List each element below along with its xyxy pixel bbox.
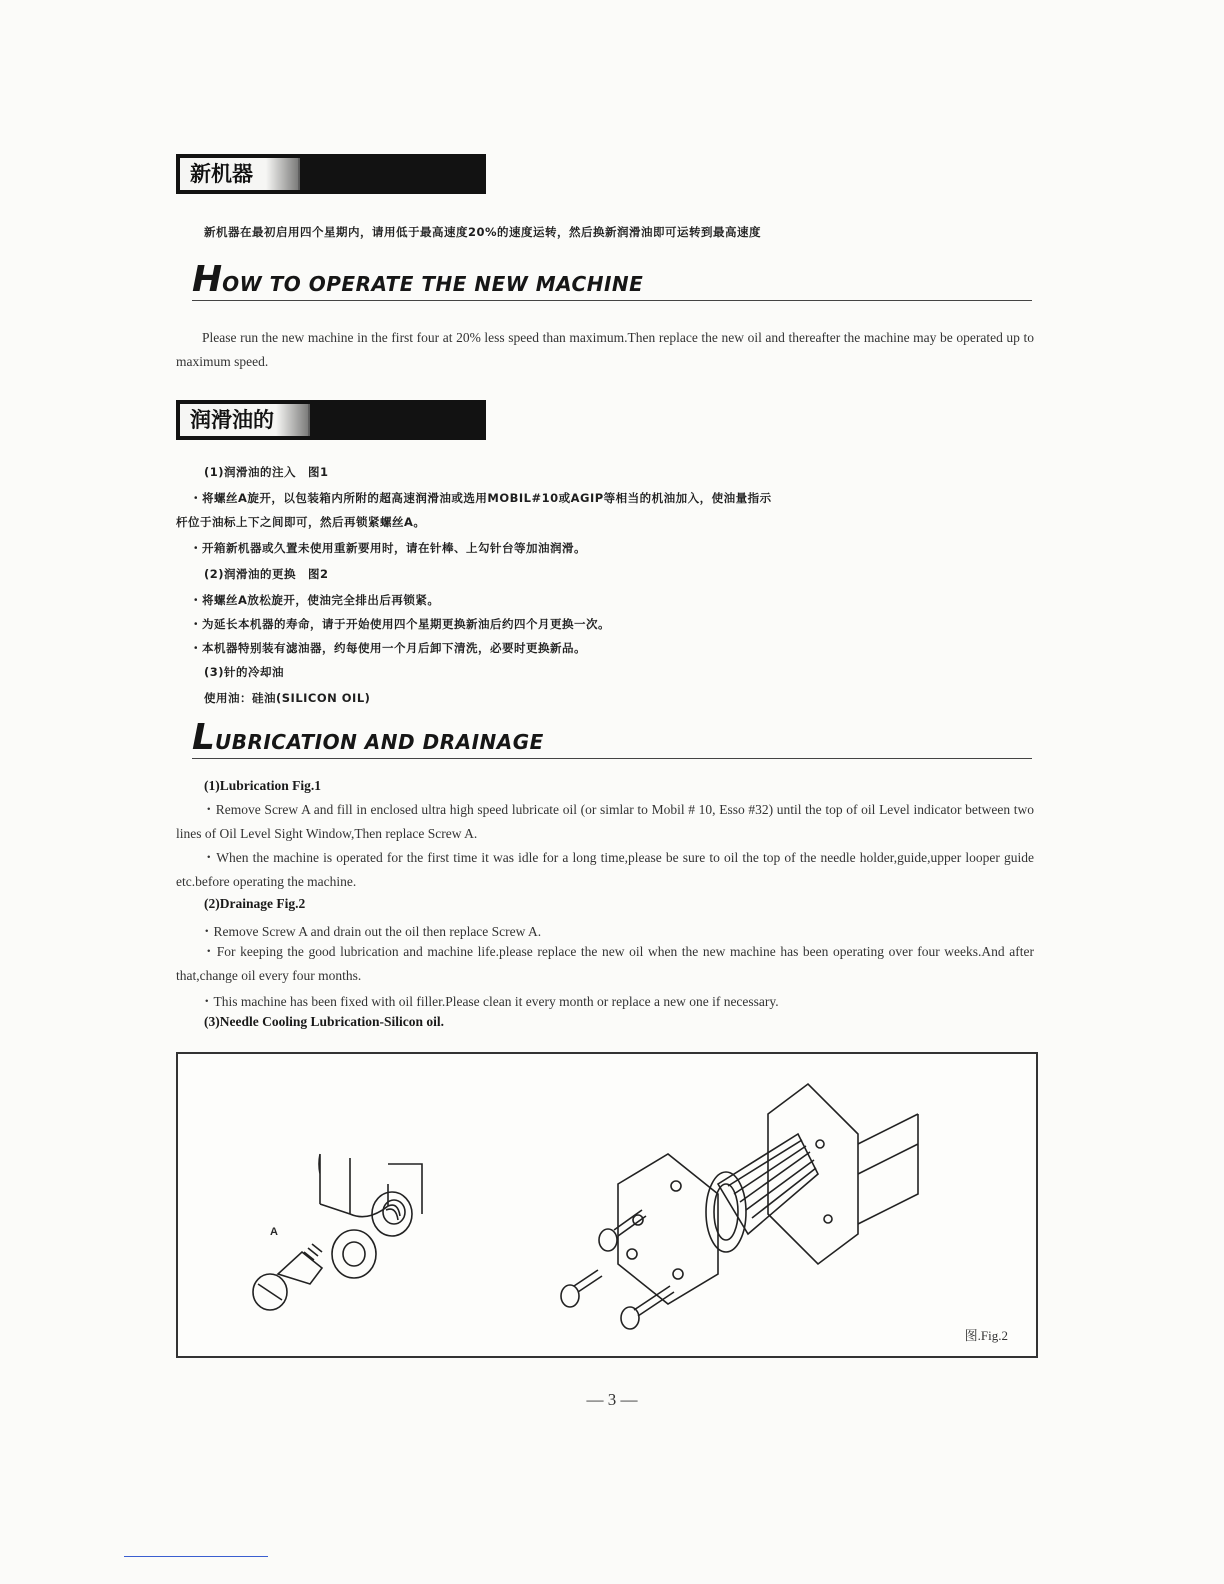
rear-plate-hole [824,1215,832,1223]
cn-lub-line-5: (2)润滑油的更换 图2 [204,567,329,581]
screw-upper-head [599,1229,617,1251]
cn-lub-line-9: (3)针的冷却油 [204,665,285,679]
figure-caption: 图.Fig.2 [964,1328,1008,1343]
heading-rest: OW TO OPERATE THE NEW MACHINE [222,272,644,296]
figure-box [176,1052,1038,1358]
heading-rest: UBRICATION AND DRAINAGE [214,730,544,754]
figure-label-a: A [270,1226,278,1238]
cn-lub-line-10: 使用油：硅油(SILICON OIL) [204,691,371,705]
machine-block [858,1114,918,1224]
heading-initial: H [192,259,223,300]
needle-cooling-subheading: (3)Needle Cooling Lubrication-Silicon oil. [204,1014,445,1029]
section-banner-lubrication [176,400,486,440]
cn-lub-line-1: (1)润滑油的注入 图1 [204,465,329,479]
screw-a-slot [258,1284,282,1300]
page-number: — 3 — [586,1390,638,1409]
lubrication-paragraph-1: ・Remove Screw A and fill in enclosed ultra high speed lubricate oil (or simlar to Mobil # 10, Esso #32) until the top of oil Level indicator between two lines of Oil Level Sight Window,Then replace Screw A. [176,802,1034,841]
cn-lub-line-6: ・将螺丝A放松旋开，使油完全排出后再锁紧。 [190,593,440,607]
drainage-paragraph-1: ・Remove Screw A and drain out the oil then replace Screw A. [200,924,542,939]
figure-2-drawing [558,1074,958,1334]
drainage-subheading: (2)Drainage Fig.2 [204,896,306,911]
front-plate-hole [627,1249,637,1259]
ring-threads [386,1205,400,1220]
housing-outline [319,1154,422,1217]
screw-a-body [278,1252,322,1284]
banner-smudge [276,404,336,436]
filter-ribs [728,1140,816,1218]
cn-lub-line-3: 杆位于油标上下之间即可，然后再锁紧螺丝A。 [176,515,426,529]
banner-title: 新机器 [180,158,300,190]
oil-level-ring-inner [383,1200,405,1224]
screw-lower-head [621,1307,639,1329]
front-plate-hole [671,1181,681,1191]
cn-lub-line-8: ・本机器特别装有滤油器，约每使用一个月后卸下清洗，必要时更换新品。 [190,641,586,655]
rear-plate [768,1084,858,1264]
drainage-paragraph-3: ・This machine has been fixed with oil filler.Please clean it every month or replace a new one if necessary. [200,994,779,1009]
screw-left-head [561,1285,579,1307]
rear-plate-hole [816,1140,824,1148]
cn-lub-line-4: ・开箱新机器或久置未使用重新要用时，请在针棒、上勾针台等加油润滑。 [190,541,586,555]
operate-paragraph: Please run the new machine in the first four at 20% less speed than maximum.Then replace the new oil and thereafter the machine may be operated up to maximum speed. [176,330,1034,369]
front-plate [618,1154,718,1304]
heading-lubrication-drainage [192,717,1032,759]
figure-1-drawing [238,1144,538,1344]
screw-lower-shank [634,1286,674,1316]
front-plate-hole [673,1269,683,1279]
heading-operate-new-machine [192,259,1032,301]
screw-left-shank [574,1270,602,1292]
banner-smudge [266,158,326,190]
footer-link-underline [124,1556,268,1557]
lubrication-subheading: (1)Lubrication Fig.1 [204,778,321,793]
banner-title: 润滑油的 [180,404,310,436]
sight-window-inner [343,1242,365,1266]
section-banner-new-machine [176,154,486,194]
lubrication-paragraph-2: ・When the machine is operated for the first time it was idle for a long time,please be sure to oil the top of the needle holder,guide,upper looper guide etc.before operating the machine. [176,850,1034,889]
cn-intro-text: 新机器在最初启用四个星期内，请用低于最高速度20%的速度运转，然后换新润滑油即可运转到最高速度 [204,225,762,239]
heading-initial: L [192,717,215,758]
screw-a-thread [304,1244,322,1260]
drainage-paragraph-2: ・For keeping the good lubrication and machine life.please replace the new oil when the new machine has been operating over four weeks.And after that,change oil every four months. [176,944,1034,983]
cn-lub-line-7: ・为延长本机器的寿命，请于开始使用四个星期更换新油后约四个月更换一次。 [190,617,610,631]
sight-window [332,1230,376,1278]
oil-level-ring [372,1192,412,1236]
cn-lub-line-2: ・将螺丝A旋开，以包装箱内所附的超高速润滑油或选用MOBIL#10或AGIP等相当的机油加入，使油量指示 [190,491,772,505]
